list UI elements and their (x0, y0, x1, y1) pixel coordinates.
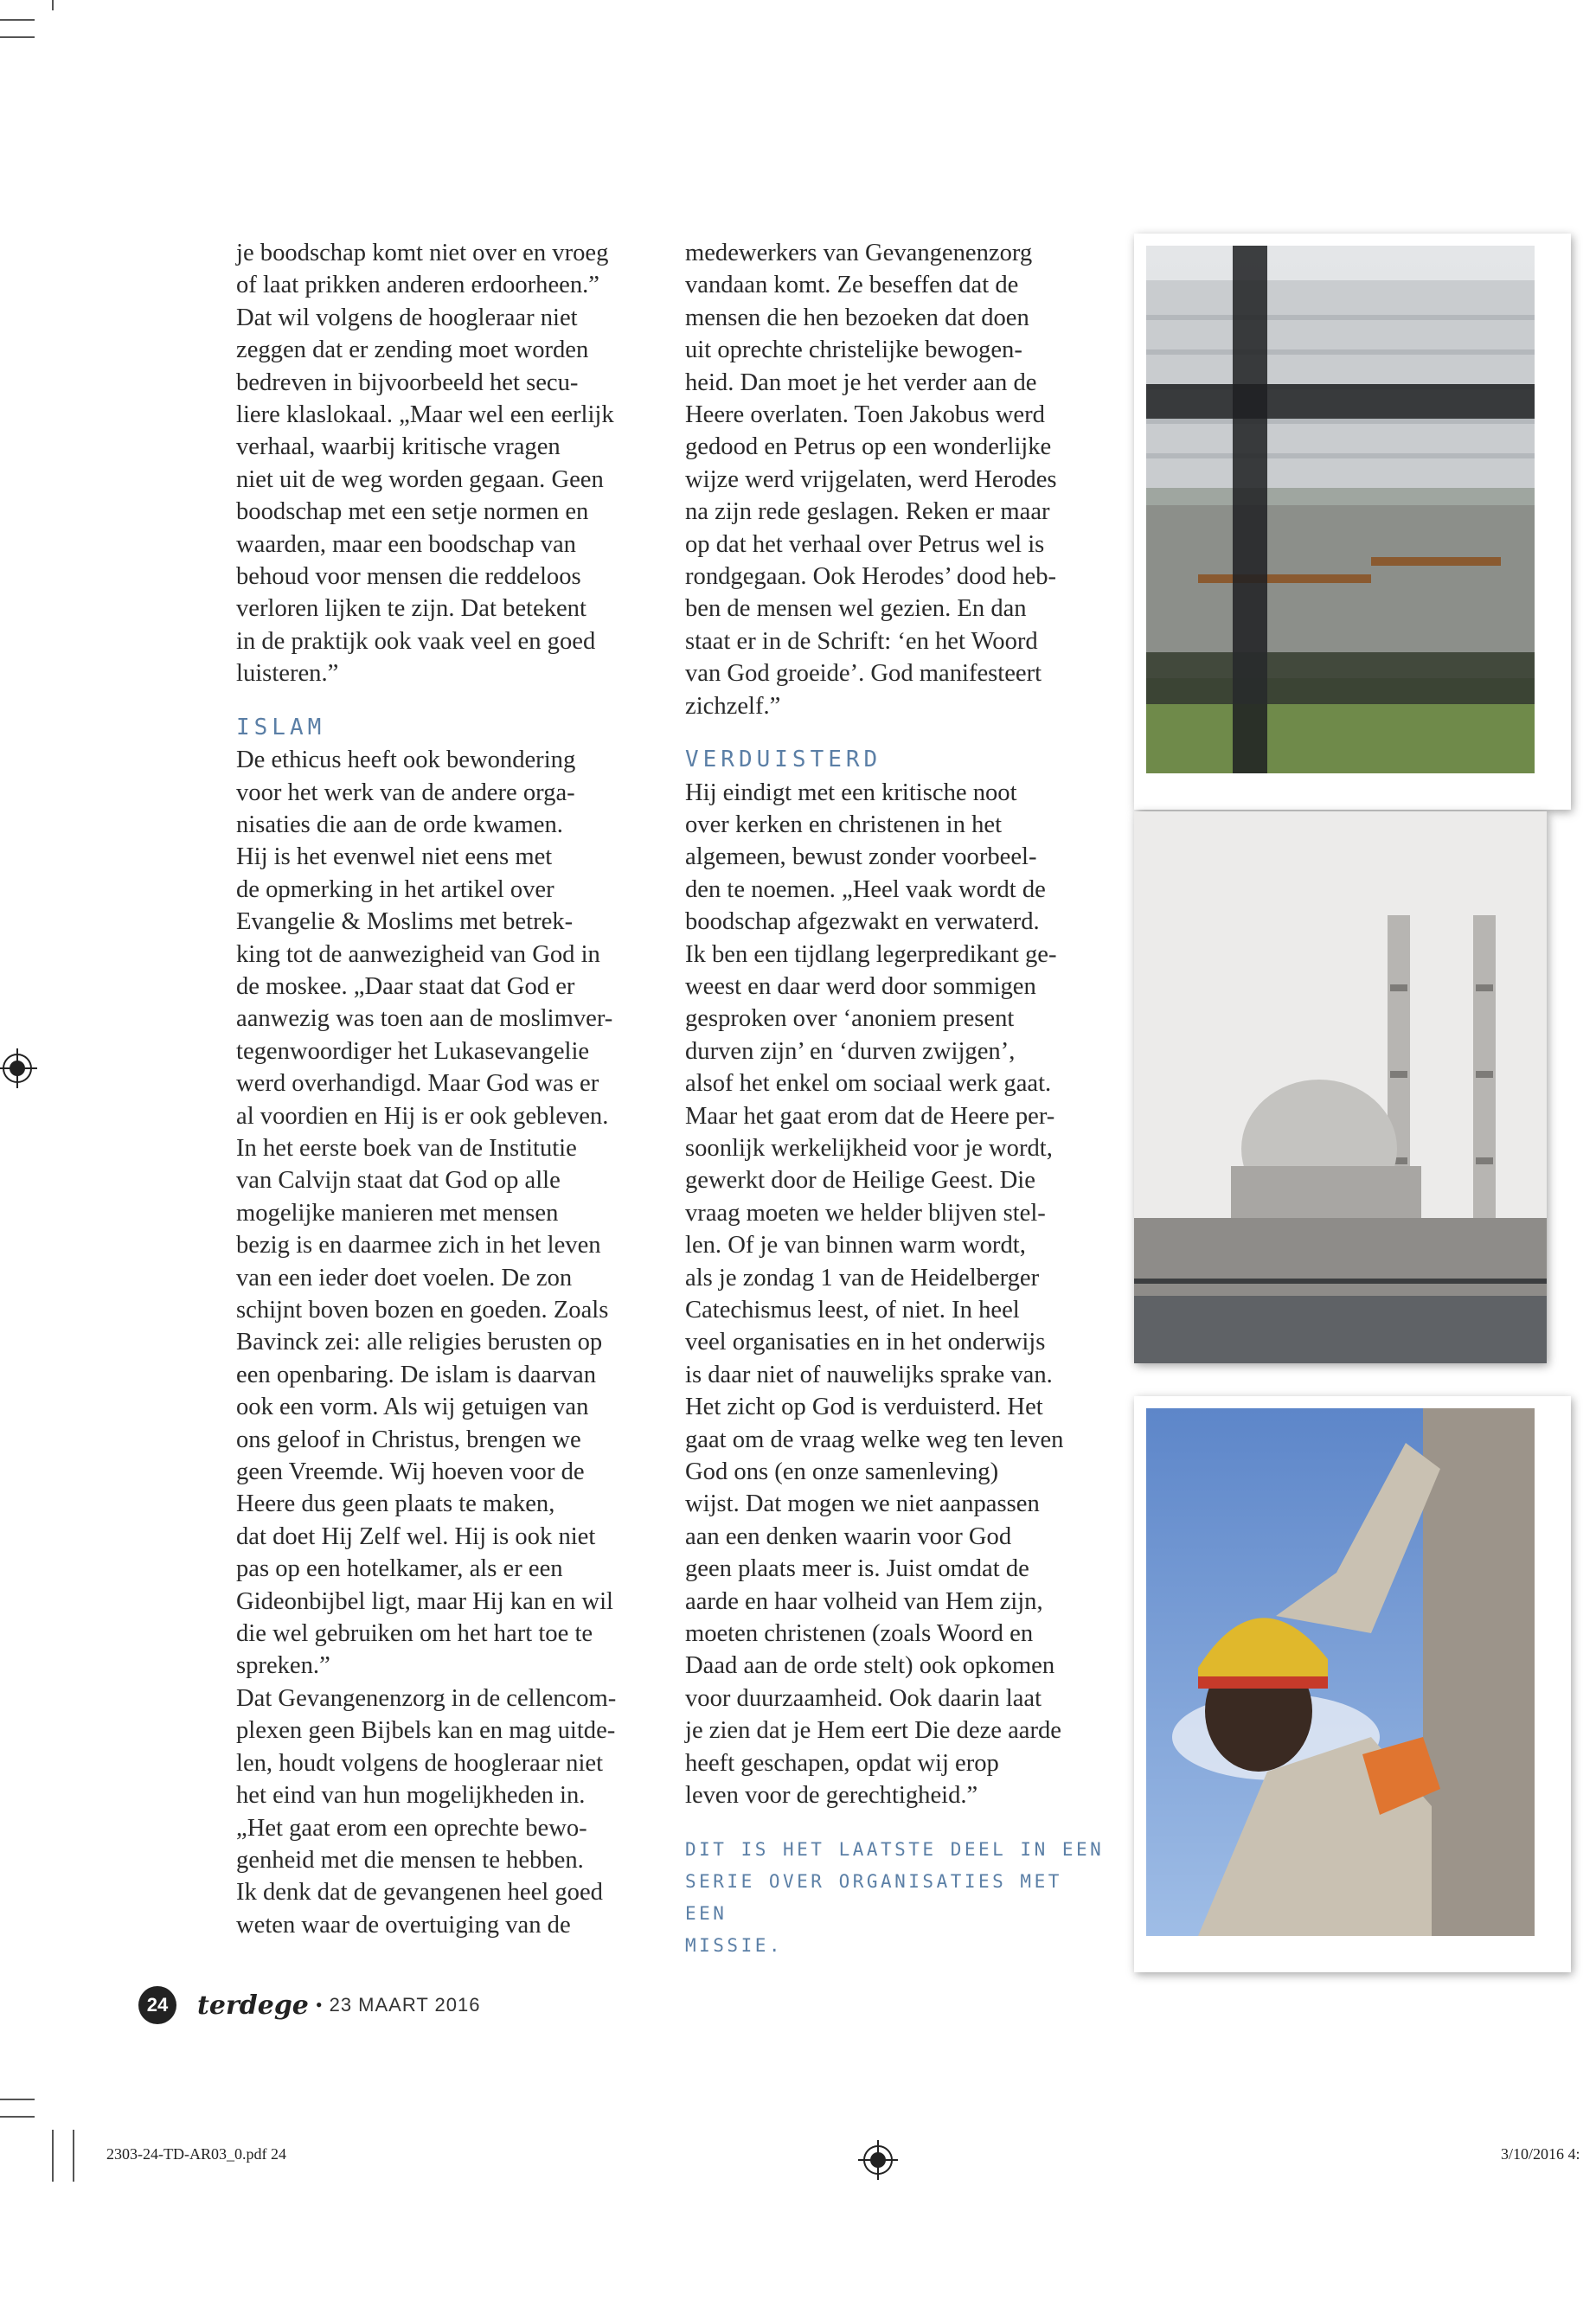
crop-mark (0, 36, 35, 38)
page-number: 24 (138, 1986, 176, 2024)
article-column-left (236, 237, 647, 1941)
crop-mark (0, 2116, 35, 2118)
crop-mark (0, 2099, 35, 2100)
prison-yard-image (1146, 246, 1535, 773)
print-timestamp: 3/10/2016 4: (1501, 2145, 1580, 2163)
issue-date: 23 MAART 2016 (329, 1994, 481, 2016)
crop-mark (73, 2130, 74, 2182)
series-footnote: DIT IS HET LAATSTE DEEL IN EEN SERIE OVER ORGANISATIES MET EEN MISSIE. (685, 1838, 1105, 1956)
section-heading-verduisterd: VERDUISTERD (685, 747, 882, 773)
prison-yard-photo (1134, 234, 1571, 810)
mosque-photo (1134, 811, 1547, 1363)
crop-mark (52, 2130, 54, 2182)
column2-body: Hij eindigt met een kritische noot over kerken en christenen in het algemeen, bewust zonder voorbeel- den te noemen. „Heel vaak wordt de boodschap afgezwakt en verwaterd. Ik ben een tijdlang legerpredikant ge- weest en daar werd door sommigen gesproken over ‘anoniem present durven zijn’ en ‘durven zwijgen’, alsof het enkel om sociaal werk gaat. Maar het gaat erom dat de Heere per- soonlijk werkelijkheid voor je wordt, gewerkt door de Heilige Geest. Die vraag moeten we helder blijven stel- len. Of je van binnen warm wordt, als je zondag 1 van de Heidelberger Catechismus leest, of niet. In heel veel organisaties en in het onderwijs is daar niet of nauwelijks sprake van. Het zicht op God is verduisterd. Het gaat om de vraag welke weg ten leven God ons (en onze samenleving) wijst. Dat mogen we niet aanpassen aan een denken waarin voor God geen plaats meer is. Juist omdat de aarde en haar volheid van Hem zijn, moeten christenen (zoals Woord en Daad aan de orde stelt) ook opkomen voor duurzaamheid. Ook daarin laat je zien dat je Hem eert Die deze aarde heeft geschapen, opdat wij erop leven voor de gerechtigheid.” (685, 779, 1064, 1810)
mosque-image (1134, 811, 1547, 1363)
article-column-right (685, 237, 1109, 1962)
crop-mark (52, 0, 54, 10)
page-footer (138, 1986, 480, 2024)
registration-target-icon (863, 2145, 893, 2175)
column1-body: De ethicus heeft ook bewondering voor het werk van de andere orga- nisaties die aan de orde kwamen. Hij is het evenwel niet eens met de opmerking in het artikel over Evangelie & Moslims met betrek- king tot de aanwezigheid van God in de moskee. „Daar staat dat God er aanwezig was toen aan de moslimver- tegenwoordiger het Lukasevangelie werd overhandigd. Maar God was er al voordien en Hij is er ook gebleven. In het eerste boek van de Institutie van Calvijn staat dat God op alle mogelijke manieren met mensen bezig is en daarmee zich in het leven van een ieder doet voelen. De zon schijnt boven bozen en goeden. Zoals Bavinck zei: alle religies berusten op een openbaring. De islam is daarvan ook een vorm. Als wij getuigen van ons geloof in Christus, brengen we geen Vreemde. Wij hoeven voor de Heere dus geen plaats te maken, dat doet Hij Zelf wel. Hij is ook niet pas op een hotelkamer, als er een Gideonbijbel ligt, maar Hij kan en wil die wel gebruiken om het hart toe te spreken.” Dat Gevangenenzorg in de cellencom- plexen geen Bijbels kan en mag uitde- len, houdt volgens de hoogleraar niet het eind van hun mogelijkheden in. „Het gaat erom een oprechte bewo- genheid met die mensen te hebben. Ik denk dat de gevangenen heel goed weten waar de overtuiging van de (236, 747, 617, 1939)
magazine-brand: terdege (197, 1990, 309, 2021)
crop-mark (0, 19, 35, 21)
column2-intro: medewerkers van Gevangenenzorg vandaan komt. Ze beseffen dat de mensen die hen bezoeken dat doen uit oprechte christelijke bewogen- heid. Dan moet je het verder aan de Heere overlaten. Toen Jakobus werd gedood en Petrus op een wonderlijke wijze werd vrijgelaten, werd Herodes na zijn rede geslagen. Reken er maar op dat het verhaal over Petrus wel is rondgegaan. Ook Herodes’ dood heb- ben de mensen wel gezien. En dan staat er in de Schrift: ‘en het Woord van God groeide’. God manifesteert zichzelf.” (685, 240, 1057, 720)
print-file-name: 2303-24-TD-AR03_0.pdf 24 (106, 2145, 286, 2163)
section-heading-islam: ISLAM (236, 714, 326, 740)
column1-intro: je boodschap komt niet over en vroeg of laat prikken anderen erdoorheen.” Dat wil volgens de hoogleraar niet zeggen dat er zending moet worden bedreven in bijvoorbeeld het secu- liere klaslokaal. „Maar wel een eerlijk verhaal, waarbij kritische vragen niet uit de weg worden gegaan. Geen boodschap met een setje normen en waarden, maar een boodschap van behoud voor mensen die reddeloos verloren lijken te zijn. Dat betekent in de praktijk ook vaak veel en goed luisteren.” (236, 240, 614, 688)
worker-photo (1134, 1396, 1571, 1972)
worker-image (1146, 1408, 1535, 1936)
footer-separator: • (315, 1994, 323, 2016)
registration-target-icon (3, 1054, 32, 1083)
